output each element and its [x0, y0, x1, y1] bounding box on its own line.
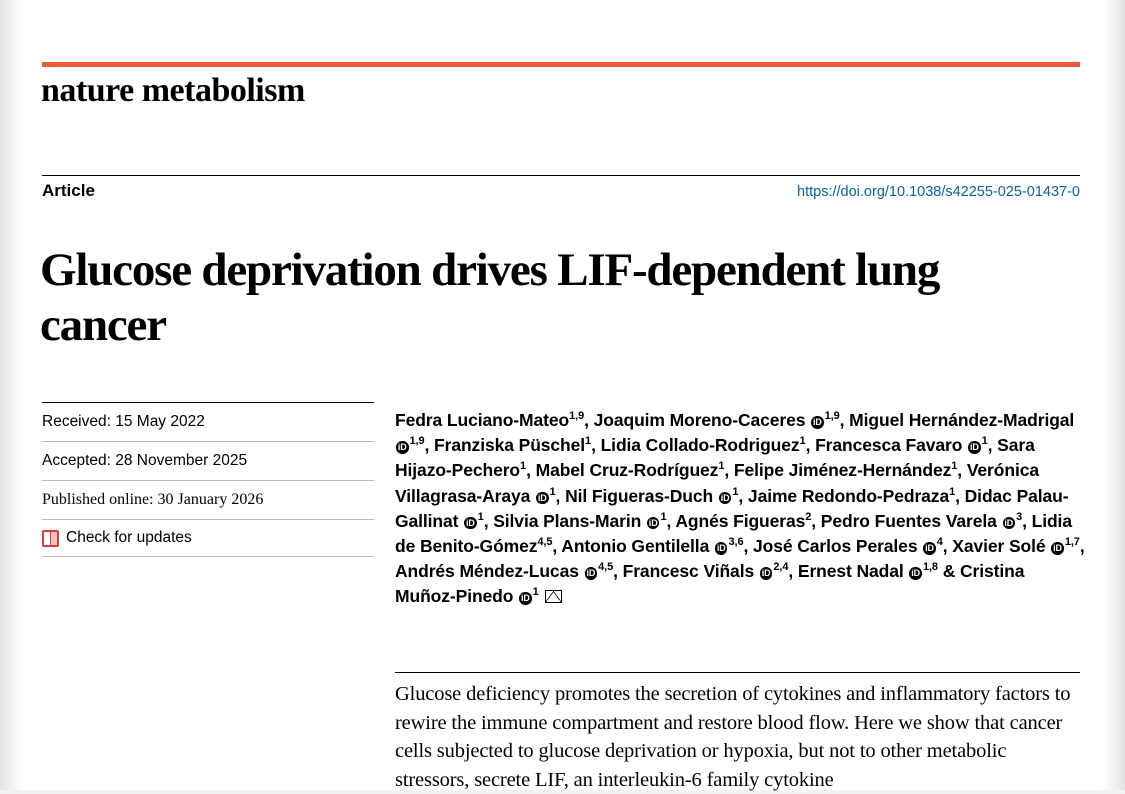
brand-accent-rule [42, 62, 1080, 67]
article-metadata [42, 402, 374, 557]
page-edge-shadow-left [0, 0, 22, 790]
doi-link[interactable]: https://doi.org/10.1038/s42255-025-01437-0 [797, 184, 1080, 200]
article-type-label: Article [42, 181, 95, 200]
header-divider [42, 175, 1080, 176]
accepted-date: Accepted: 28 November 2025 [42, 452, 248, 469]
author-list: Fedra Luciano-Mateo$^{1,9}$, Joaquim Moreno-Caceres iD $^{1,9}$, Miguel Hernández-Madrigal iD $^{1,9}$, Franziska Püschel$^1$, Lidia Collado-Rodriguez$^1$, Francesca Favaro iD $^1$, Sara Hijazo-Pechero$^1$, Mabel Cruz-Rodríguez$^1$, Felipe Jiménez-Hernández$^1$, Verónica Villagrasa-Araya iD $^1$, Nil Figueras-Duch iD $^1$, Jaime Redondo-Pedraza$^1$, Didac Palau-Gallinat iD $^1$, Silvia Plans-Marin iD $^1$, Agnés Figueras$^2$, Pedro Fuentes Varela iD $^3$, Lidia de Benito-Gómez$^{4,5}$, Antonio Gentilella iD $^{3,6}$, José Carlos Perales iD $^4$, Xavier Solé iD $^{1,7}$, Andrés Méndez-Lucas iD $^{4,5}$, Francesc Viñals iD $^{2,4}$, Ernest Nadal iD $^{1,8}$ & Cristina Muñoz-Pinedo iD $^1$ [395, 410, 1085, 607]
page-title: Glucose deprivation drives LIF-dependent lung cancer [40, 244, 940, 352]
received-date: Received: 15 May 2022 [42, 413, 205, 430]
journal-title: nature metabolism [41, 72, 305, 109]
page-edge-shadow-right [1103, 0, 1125, 790]
abstract-text: Glucose deficiency promotes the secretion of cytokines and inflammatory factors to rewire the immune compartment and restore blood flow. Here we show that cancer cells subjected to glucose deprivation or hypoxia, but not to other metabolic stressors, secrete LIF, an interleukin-6 family cytokine [395, 683, 1071, 791]
crossmark-icon [42, 530, 59, 547]
check-for-updates-button[interactable] [42, 520, 374, 556]
published-date: Published online: 30 January 2026 [42, 491, 264, 508]
abstract-divider [395, 672, 1080, 673]
meta-divider-bottom [42, 556, 374, 557]
check-for-updates-label: Check for updates [66, 529, 192, 546]
